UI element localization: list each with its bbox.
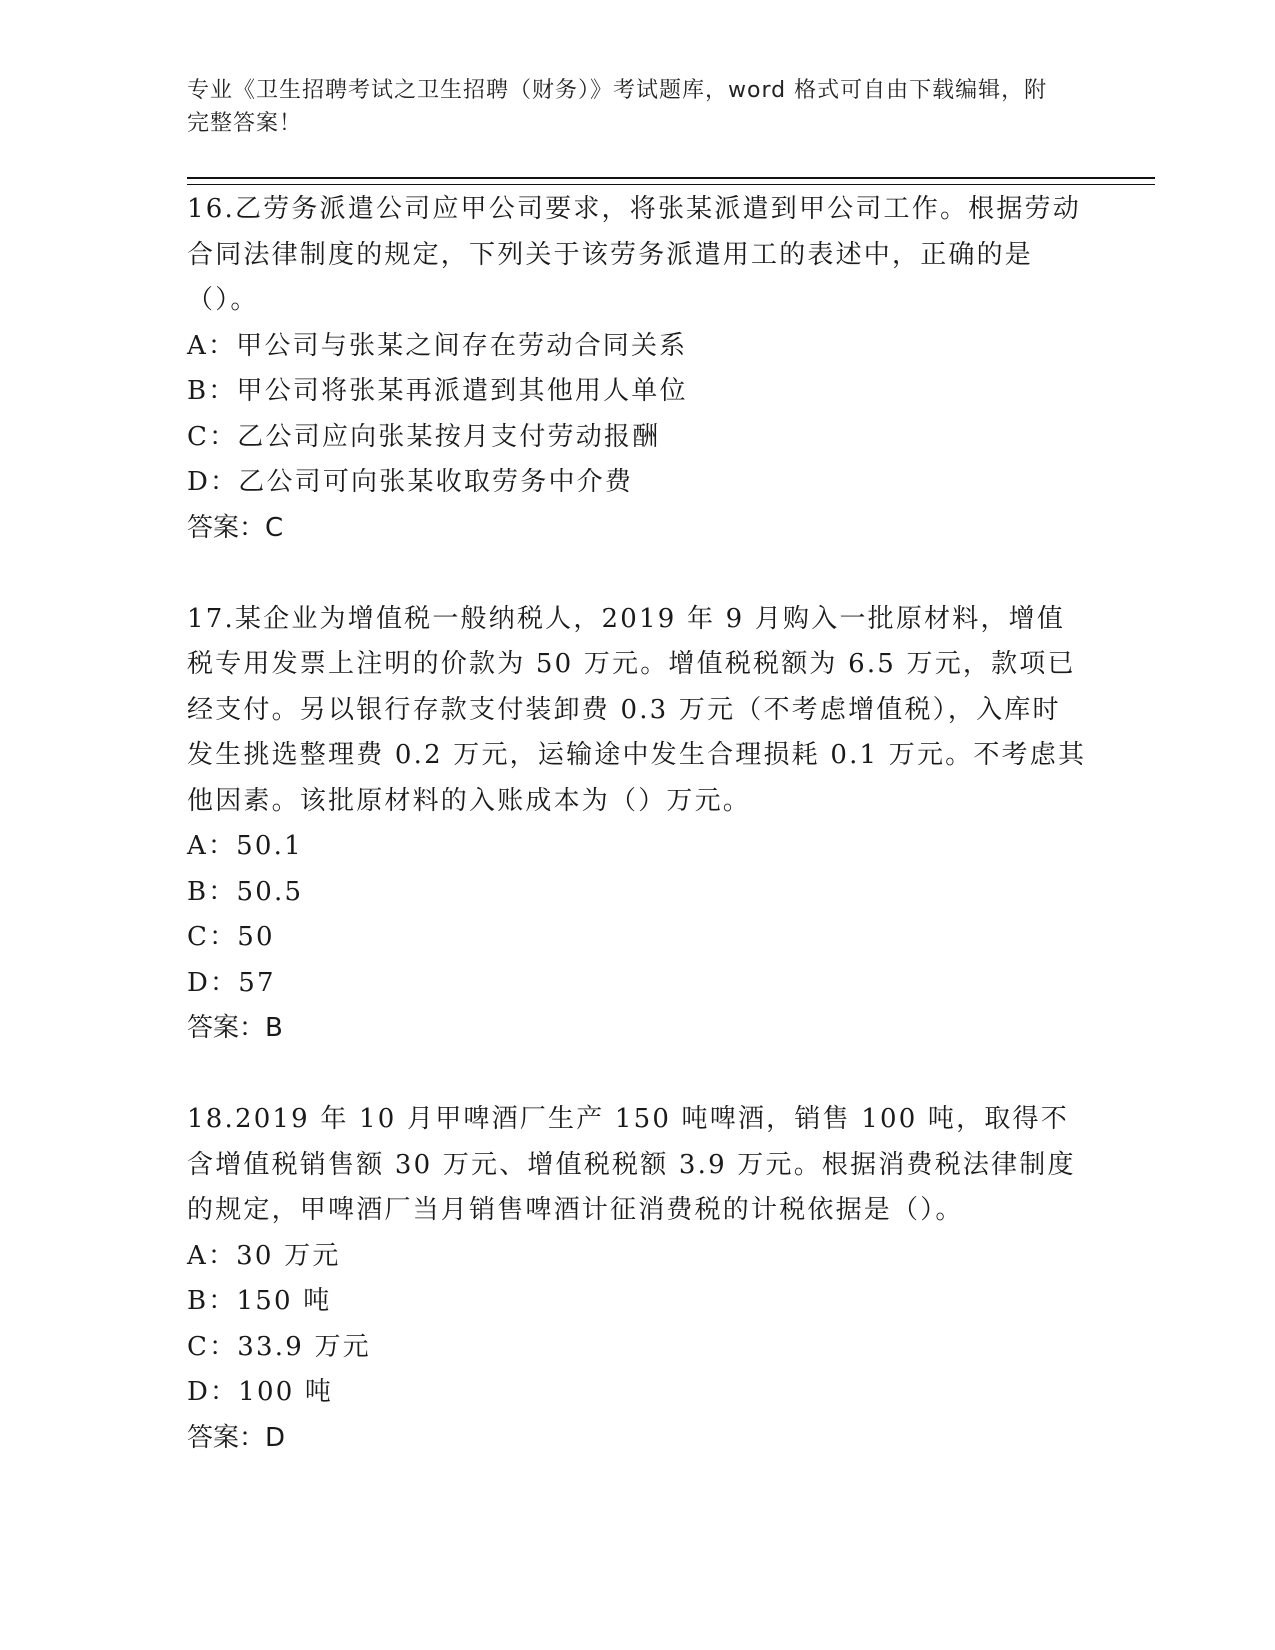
option-c: C：33.9 万元 [187, 1331, 371, 1362]
option-d: D：57 [187, 967, 276, 998]
option-a: A：甲公司与张某之间存在劳动合同关系 [187, 330, 688, 361]
question-spacer [187, 1052, 1087, 1098]
header-divider-thin [187, 184, 1155, 185]
question-18 [187, 1097, 1087, 1461]
option-c: C：乙公司应向张某按月支付劳动报酬 [187, 421, 661, 452]
option-c: C：50 [187, 922, 275, 952]
option-a: A：50.1 [187, 831, 303, 861]
answer-label: 答案：B [187, 1013, 283, 1043]
option-b: B：150 吨 [187, 1286, 332, 1316]
question-stem: 17.某企业为增值税一般纳税人，2019 年 9 月购入一批原材料，增值税专用发票上注明的价款为 50 万元。增值税税额为 6.5 万元，款项已经支付。另以银行存款支付装卸费 0.3 万元（不考虑增值税），入库时发生挑选整理费 0.2 万元，运输途中发生合理损耗 0.1 万元。不考虑其他因素。该批原材料的入账成本为（）万元。 [187, 603, 1087, 816]
option-a: A：30 万元 [187, 1240, 341, 1271]
question-16 [187, 187, 1087, 551]
question-stem: 18.2019 年 10 月甲啤酒厂生产 150 吨啤酒，销售 100 吨，取得不含增值税销售额 30 万元、增值税税额 3.9 万元。根据消费税法律制度的规定，甲啤酒厂当月销售啤酒计征消费税的计税依据是（）。 [187, 1104, 1076, 1225]
question-list [187, 187, 1087, 1461]
question-stem: 16.乙劳务派遣公司应甲公司要求，将张某派遣到甲公司工作。根据劳动合同法律制度的规定，下列关于该劳务派遣用工的表述中，正确的是（）。 [187, 194, 1081, 315]
question-spacer [187, 551, 1087, 597]
document-header: 专业《卫生招聘考试之卫生招聘（财务）》考试题库，word 格式可自由下载编辑，附完整答案！ [187, 78, 1048, 136]
header-divider-thick [187, 177, 1155, 179]
option-b: B：甲公司将张某再派遣到其他用人单位 [187, 376, 688, 406]
answer-label: 答案：C [187, 512, 284, 543]
option-d: D：100 吨 [187, 1377, 334, 1407]
option-b: B：50.5 [187, 876, 304, 907]
answer-label: 答案：D [187, 1422, 286, 1453]
question-17 [187, 597, 1087, 1052]
option-d: D：乙公司可向张某收取劳务中介费 [187, 467, 634, 497]
